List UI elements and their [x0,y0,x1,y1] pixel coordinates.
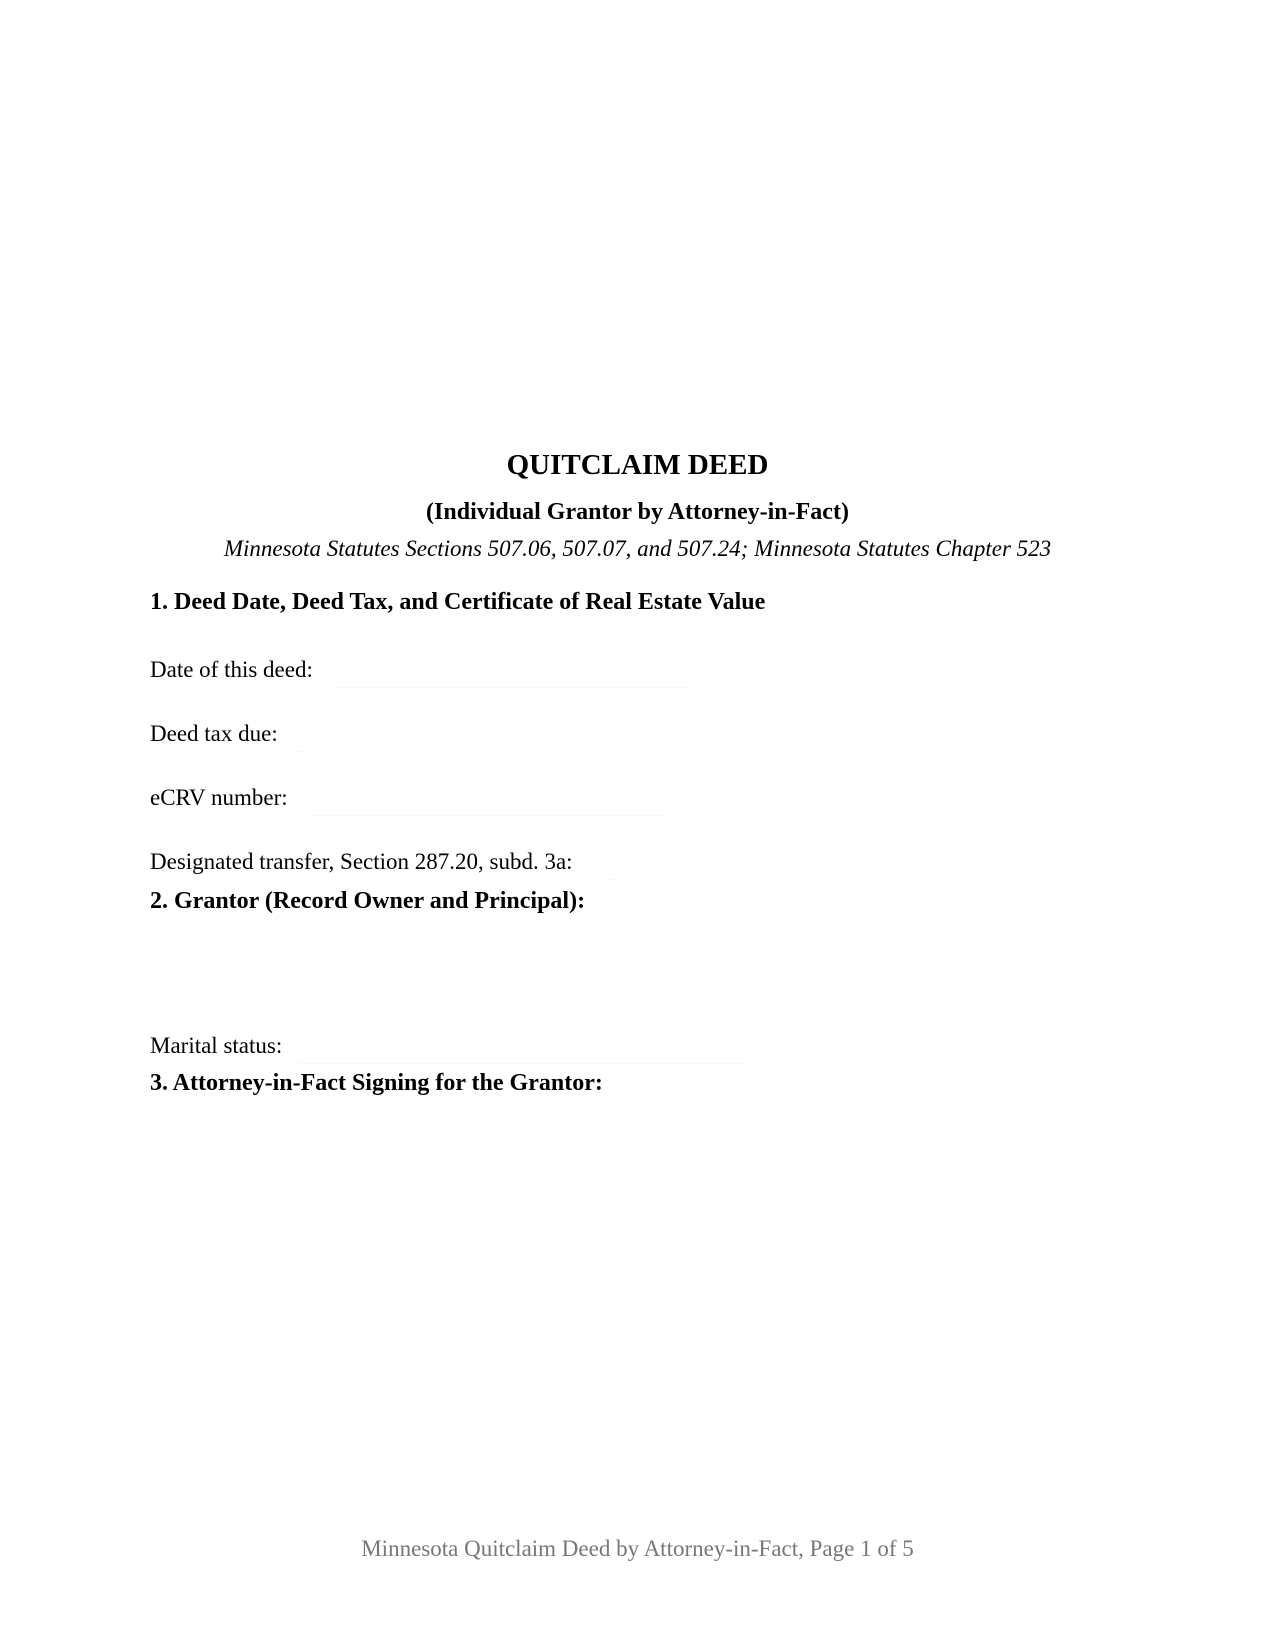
ecrv-number-field[interactable] [310,814,668,816]
marital-status-label: Marital status: [150,1033,283,1058]
section-1-heading: 1. Deed Date, Deed Tax, and Certificate of Real Estate Value [150,589,766,615]
page-footer: Minnesota Quitclaim Deed by Attorney-in-Fact, Page 1 of 5 [361,1536,914,1561]
document-subtitle: (Individual Grantor by Attorney-in-Fact) [426,499,849,525]
deed-date-label: Date of this deed: [150,657,313,682]
section-3-heading: 3. Attorney-in-Fact Signing for the Grantor: [150,1070,603,1096]
deed-date-field[interactable] [335,686,690,688]
deed-tax-field[interactable] [296,750,304,752]
statutes-reference: Minnesota Statutes Sections 507.06, 507.07, and 507.24; Minnesota Statutes Chapter 523 [223,536,1052,561]
deed-tax-label: Deed tax due: [150,721,278,746]
ecrv-number-label: eCRV number: [150,785,288,810]
section-2-heading: 2. Grantor (Record Owner and Principal): [150,888,586,914]
designated-transfer-field[interactable] [610,878,618,880]
designated-transfer-label: Designated transfer, Section 287.20, subd. 3a: [150,849,573,874]
marital-status-field[interactable] [298,1062,743,1064]
document-title: QUITCLAIM DEED [506,449,769,481]
